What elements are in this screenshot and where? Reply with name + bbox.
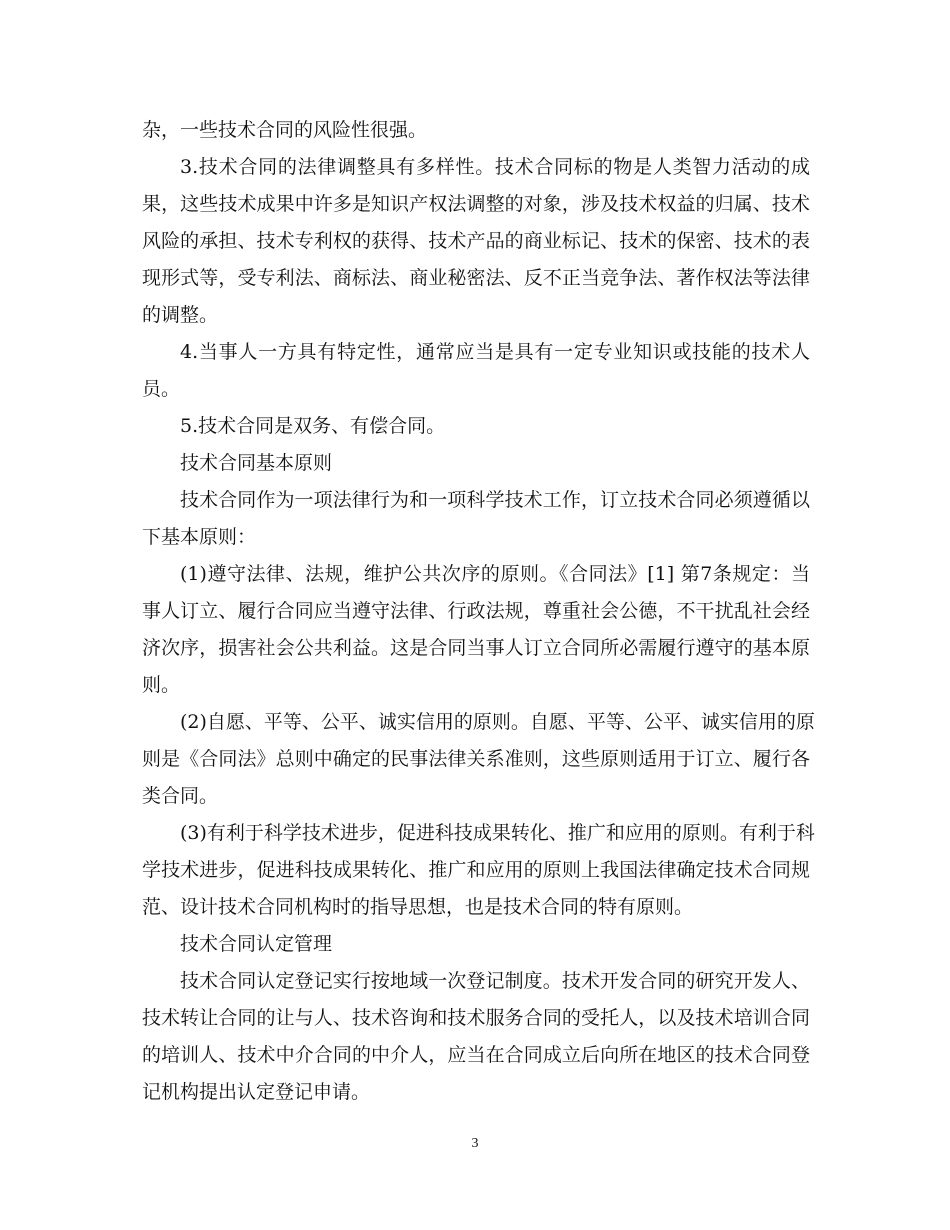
document-body	[142, 112, 815, 1111]
text-line: (1)遵守法律、法规，维护公共次序的原则。《合同法》[1] 第7条规定：当	[180, 563, 810, 585]
text-line: 现形式等，受专利法、商标法、商业秘密法、反不正当竞争法、著作权法等法律	[142, 267, 810, 289]
text-line: 技术转让合同的让与人、技术咨询和技术服务合同的受托人，以及技术培训合同	[142, 1007, 810, 1029]
text-line: 的调整。	[142, 304, 219, 326]
text-line: 学技术进步，促进科技成果转化、推广和应用的原则上我国法律确定技术合同规	[142, 859, 810, 881]
text-line: (2)自愿、平等、公平、诚实信用的原则。自愿、平等、公平、诚实信用的原	[180, 711, 815, 733]
text-line: (3)有利于科学技术进步，促进科技成果转化、推广和应用的原则。有利于科	[180, 822, 815, 844]
text-line: 技术合同认定登记实行按地域一次登记制度。技术开发合同的研究开发人、	[180, 970, 810, 992]
text-line: 技术合同作为一项法律行为和一项科学技术工作，订立技术合同必须遵循以	[180, 489, 810, 511]
text-line: 类合同。	[142, 785, 219, 807]
text-line: 下基本原则：	[142, 526, 257, 548]
text-line: 技术合同认定管理	[180, 933, 333, 955]
text-line: 杂，一些技术合同的风险性很强。	[142, 119, 428, 141]
text-line: 3.技术合同的法律调整具有多样性。技术合同标的物是人类智力活动的成	[180, 156, 810, 178]
text-line: 济次序，损害社会公共利益。这是合同当事人订立合同所必需履行遵守的基本原	[142, 637, 810, 659]
text-line: 范、设计技术合同机构时的指导思想，也是技术合同的特有原则。	[142, 896, 694, 918]
text-line: 果，这些技术成果中许多是知识产权法调整的对象，涉及技术权益的归属、技术	[142, 193, 810, 215]
text-line: 员。	[142, 378, 181, 400]
page-number: 3	[471, 1136, 479, 1151]
text-line: 的培训人、技术中介合同的中介人，应当在合同成立后向所在地区的技术合同登	[142, 1044, 810, 1066]
text-line: 风险的承担、技术专利权的获得、技术产品的商业标记、技术的保密、技术的表	[142, 230, 810, 252]
text-line: 5.技术合同是双务、有偿合同。	[180, 415, 446, 437]
text-line: 记机构提出认定登记申请。	[142, 1081, 371, 1103]
text-line: 技术合同基本原则	[180, 452, 333, 474]
text-line: 事人订立、履行合同应当遵守法律、行政法规，尊重社会公德，不干扰乱社会经	[142, 600, 810, 622]
text-line: 4.当事人一方具有特定性，通常应当是具有一定专业知识或技能的技术人	[180, 341, 810, 363]
text-line: 则。	[142, 674, 181, 696]
text-line: 则是《合同法》总则中确定的民事法律关系准则，这些原则适用于订立、履行各	[142, 748, 810, 770]
